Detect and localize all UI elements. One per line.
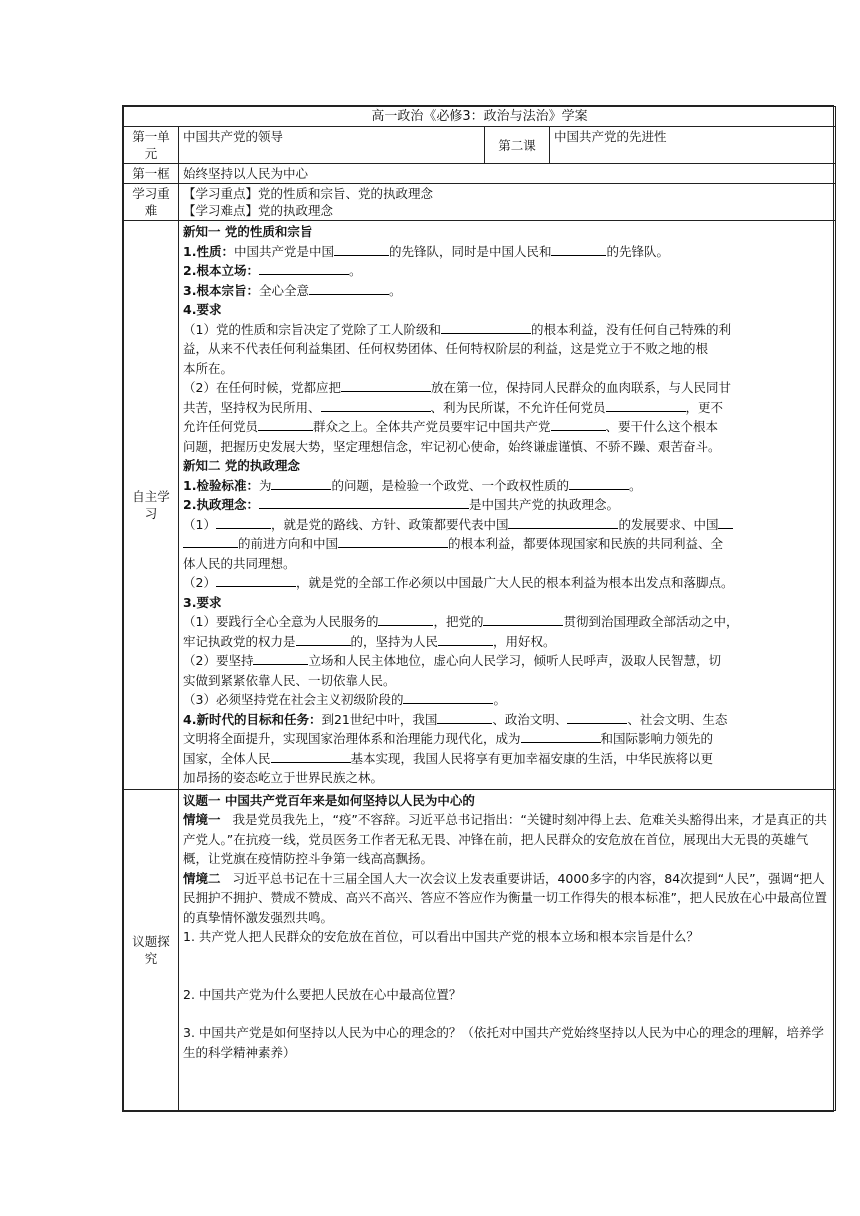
question-2: 2. 中国共产党为什么要把人民放在心中最高位置？ bbox=[183, 986, 462, 1002]
blank[interactable] bbox=[508, 516, 618, 529]
requirements-heading: 4.要求 bbox=[183, 302, 222, 317]
inquiry-content bbox=[179, 789, 836, 1110]
lesson-name: 中国共产党的先进性 bbox=[550, 127, 836, 164]
para-goal-line4: 加昂扬的姿态屹立于世界民族之林。 bbox=[183, 770, 384, 785]
para-r1-line2: 牢记执政党的权力是 的，坚持为人民 ，用好权。 bbox=[183, 633, 556, 649]
blank[interactable] bbox=[216, 516, 271, 529]
blank[interactable] bbox=[259, 496, 469, 509]
blank[interactable] bbox=[341, 379, 431, 392]
blank[interactable] bbox=[338, 535, 448, 548]
line-concept: 2.执政理念： 是中国共产党的执政理念。 bbox=[183, 497, 619, 512]
para-2-line2: 共苦，坚持权为民所用、 、利为民所谋，不允许任何党员 ，更不 bbox=[183, 399, 724, 415]
worksheet-table bbox=[122, 105, 834, 1112]
hard-tag: 【学习难点】 bbox=[183, 203, 259, 218]
focus-label: 学习重难 bbox=[124, 184, 179, 221]
para-2-line4: 问题，把握历史发展大势，坚定理想信念，牢记初心使命，始终谦虚谨慎、不骄不躁、艰苦奋斗。 bbox=[183, 438, 721, 454]
question-1: 1. 共产党人把人民群众的安危放在首位，可以看出中国共产党的根本立场和根本宗旨是什么？ bbox=[183, 929, 699, 944]
para-goal: 4.新时代的目标和任务：到21世纪中叶，我国 、政治文明、 、社会文明、生态 bbox=[183, 711, 728, 727]
blank[interactable] bbox=[321, 399, 431, 412]
blank[interactable] bbox=[521, 730, 601, 743]
para-1-line2: 益，从来不代表任何利益集团、任何权势团体、任何特权阶层的利益，这是党立于不败之地的根 bbox=[183, 341, 709, 356]
section2-title: 新知二 党的执政理念 bbox=[183, 458, 300, 473]
frame-name: 始终坚持以人民为中心 bbox=[179, 164, 836, 184]
blank[interactable] bbox=[259, 262, 349, 275]
para-q2: （2） ，就是党的全部工作必须以中国最广大人民的根本利益为根本出发点和落脚点。 bbox=[183, 575, 734, 590]
blank[interactable] bbox=[438, 633, 493, 646]
blank[interactable] bbox=[567, 711, 627, 724]
document-title: 高一政治《必修3：政治与法治》学案 bbox=[124, 107, 836, 127]
blank[interactable] bbox=[253, 652, 308, 665]
focus-content bbox=[179, 184, 836, 221]
para-q1: （1） ，就是党的路线、方针、政策都要代表中国 的发展要求、中国 bbox=[183, 515, 831, 535]
para-r1: （1）要践行全心全意为人民服务的 ，把党的 贯彻到治国理政全部活动之中， bbox=[183, 614, 739, 629]
section1-title: 新知一 党的性质和宗旨 bbox=[183, 224, 313, 239]
blank[interactable] bbox=[483, 613, 563, 626]
line-nature: 1.性质：中国共产党是中国 的先锋队，同时是中国人民和 的先锋队。 bbox=[183, 243, 669, 259]
blank[interactable] bbox=[378, 613, 433, 626]
blank[interactable] bbox=[606, 399, 686, 412]
para-q1-line2: 的前进方向和中国 的根本利益，都要体现国家和民族的共同利益、全 bbox=[183, 534, 831, 554]
para-r3: （3）必须坚持党在社会主义初级阶段的 。 bbox=[183, 692, 506, 707]
blank[interactable] bbox=[437, 711, 492, 724]
blank[interactable] bbox=[334, 243, 389, 256]
inquiry-label: 议题探究 bbox=[124, 789, 179, 1110]
para-q1-line3: 体人民的共同理想。 bbox=[183, 555, 296, 571]
para-2-line3: 允许任何党员 群众之上。全体共产党员要牢记中国共产党 、要干什么这个根本 bbox=[183, 419, 719, 434]
blank[interactable] bbox=[569, 477, 629, 490]
blank[interactable] bbox=[551, 243, 606, 256]
para-1: （1）党的性质和宗旨决定了党除了工人阶级和 的根本利益，没有任何自己特殊的利 bbox=[183, 321, 731, 337]
blank[interactable] bbox=[271, 750, 351, 763]
para-r2-line2: 实做到紧紧依靠人民、一切依靠人民。 bbox=[183, 672, 396, 688]
para-1-line3: 本所在。 bbox=[183, 360, 234, 376]
question-3: 3. 中国共产党是如何坚持以人民为中心的理念的？（依托对中国共产党始终坚持以人民为中心的理念的理解，培养学生的科学精神素养） bbox=[183, 1025, 824, 1060]
line-stance: 2.根本立场： 。 bbox=[183, 263, 362, 278]
para-goal-line3: 国家，全体人民 基本实现，我国人民将享有更加幸福安康的生活，中华民族将以更 bbox=[183, 750, 714, 766]
unit-label: 第一单元 bbox=[124, 127, 179, 164]
inquiry-topic: 议题一 中国共产党百年来是如何坚持以人民为中心的 bbox=[183, 792, 475, 808]
frame-label: 第一框 bbox=[124, 164, 179, 184]
line-criterion: 1.检验标准：为 的问题，是检验一个政党、一个政权性质的 。 bbox=[183, 477, 642, 493]
blank[interactable] bbox=[258, 418, 313, 431]
blank[interactable] bbox=[403, 691, 493, 704]
blank[interactable] bbox=[551, 418, 606, 431]
case-2: 情境二 习近平总书记在十三届全国人大一次会议上发表重要讲话，4000多字的内容，84次提到“人民”，强调“把人民拥护不拥护、赞成不赞成、高兴不高兴、答应不答应作为衡量一切工作得失的根本标准”，把人民放在心中最高位置的真挚情怀激发强烈共鸣。 bbox=[183, 870, 827, 925]
blank[interactable] bbox=[183, 535, 238, 548]
blank[interactable] bbox=[296, 633, 351, 646]
unit-name: 中国共产党的领导 bbox=[179, 127, 485, 164]
key-tag: 【学习重点】 bbox=[183, 186, 259, 201]
self-study-label: 自主学习 bbox=[124, 221, 179, 790]
para-2: （2）在任何时候，党都应把 放在第一位，保持同人民群众的血肉联系，与人民同甘 bbox=[183, 380, 731, 395]
blank[interactable] bbox=[441, 321, 531, 334]
lesson-label: 第二课 bbox=[485, 127, 550, 164]
para-r2: （2）要坚持 立场和人民主体地位，虚心向人民学习，倾听人民呼声，汲取人民智慧，切 bbox=[183, 653, 721, 668]
requirements2-heading: 3.要求 bbox=[183, 594, 222, 610]
blank[interactable] bbox=[271, 477, 331, 490]
self-study-content bbox=[179, 221, 836, 790]
blank[interactable] bbox=[718, 516, 733, 529]
line-purpose: 3.根本宗旨：全心全意 。 bbox=[183, 282, 402, 298]
para-goal-line2: 文明将全面提升，实现国家治理体系和治理能力现代化，成为 和国际影响力领先的 bbox=[183, 731, 714, 746]
case-1: 情境一 我是党员我先上，“疫”不容辞。习近平总书记指出：“关键时刻冲得上去、危难关头豁得出来，才是真正的共产党人。”在抗疫一线，党员医务工作者无私无畏、冲锋在前，把人民群众的安危放在首位，展现出大无畏的英雄气概，让党旗在疫情防控斗争第一线高高飘扬。 bbox=[183, 812, 827, 866]
key-text: 党的性质和宗旨、党的执政理念 bbox=[258, 186, 434, 201]
blank[interactable] bbox=[309, 282, 389, 295]
hard-text: 党的执政理念 bbox=[258, 203, 334, 218]
blank[interactable] bbox=[216, 574, 296, 587]
